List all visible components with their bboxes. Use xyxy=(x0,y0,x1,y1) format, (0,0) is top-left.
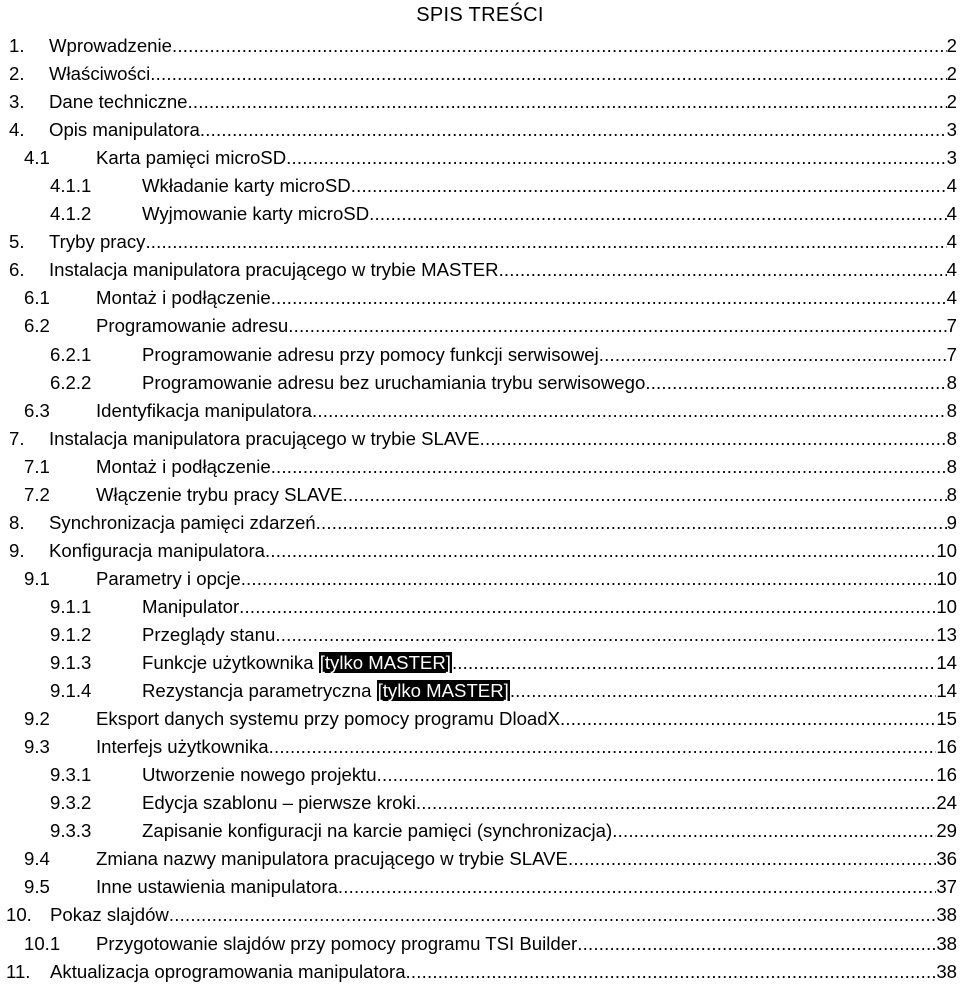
toc-entry-title xyxy=(50,958,406,986)
toc-entry-number: 9. xyxy=(9,539,25,561)
toc-entry-page-number: 29 xyxy=(936,820,957,842)
toc-entry-title xyxy=(49,256,499,284)
toc-entry-title-text: Wprowadzenie xyxy=(49,35,172,56)
toc-entry-title xyxy=(142,593,239,621)
toc-entry[interactable] xyxy=(0,593,960,621)
toc-dot-leader xyxy=(200,116,947,144)
toc-dot-leader xyxy=(416,789,936,817)
toc-entry-number: 6. xyxy=(9,259,25,281)
toc-entry-title-text: Karta pamięci microSD xyxy=(96,147,287,169)
toc-dot-leader xyxy=(188,88,947,116)
toc-entry-number: 11. xyxy=(6,960,31,982)
toc-entry-number: 9.1 xyxy=(24,567,50,589)
toc-entry-page-number: 38 xyxy=(936,904,957,926)
toc-entry[interactable] xyxy=(0,256,960,284)
toc-entry-title xyxy=(49,32,172,60)
toc-entry-number: 7. xyxy=(9,427,25,449)
toc-entry-title-text: Eksport danych systemu przy pomocy programu DloadX xyxy=(96,708,561,730)
toc-entry-page-number: 15 xyxy=(936,708,957,730)
toc-dot-leader xyxy=(241,565,937,593)
toc-entry-title xyxy=(96,284,271,312)
toc-entry-title xyxy=(49,425,480,453)
toc-entry-number: 9.2 xyxy=(24,708,50,730)
toc-entry-number: 9.3.2 xyxy=(50,792,92,814)
toc-entry-page-number: 3 xyxy=(946,119,957,141)
toc-entry-page-number: 8 xyxy=(946,399,957,421)
toc-entry-title-text: Montaż i podłączenie xyxy=(96,455,271,477)
toc-entry-title-text: Wyjmowanie karty microSD xyxy=(142,203,370,225)
toc-dot-leader xyxy=(150,60,946,88)
toc-entry-title-text: Identyfikacja manipulatora xyxy=(96,399,313,421)
toc-entry-page-number: 37 xyxy=(936,876,957,898)
toc-dot-leader xyxy=(351,172,947,200)
toc-dot-leader xyxy=(343,481,947,509)
toc-entry[interactable] xyxy=(0,116,960,144)
toc-entry-number: 10.1 xyxy=(24,932,61,954)
toc-entry[interactable] xyxy=(0,144,960,172)
toc-entry-number: 5. xyxy=(9,231,25,253)
toc-entry-page-number: 4 xyxy=(946,175,957,197)
toc-entry-title-text: Montaż i podłączenie xyxy=(96,287,271,309)
toc-dot-leader xyxy=(406,958,937,986)
toc-entry-title-text: Parametry i opcje xyxy=(96,567,241,589)
toc-entry[interactable] xyxy=(0,677,960,705)
toc-entry-title-text: Przygotowanie slajdów przy pomocy programu TSI Builder xyxy=(96,932,578,954)
toc-entry[interactable] xyxy=(0,901,960,929)
toc-dot-leader xyxy=(568,845,936,873)
toc-dot-leader xyxy=(169,901,936,929)
toc-entry-title-text: Włączenie trybu pracy SLAVE xyxy=(96,483,343,505)
toc-entry-title-text: Programowanie adresu bez uruchamiania trybu serwisowego xyxy=(142,371,646,393)
toc-entry-page-number: 7 xyxy=(946,343,957,365)
toc-entry-page-number: 36 xyxy=(936,848,957,870)
toc-entry[interactable] xyxy=(0,817,960,845)
toc-dot-leader xyxy=(377,761,937,789)
toc-entry-title-text: Inne ustawienia manipulatora xyxy=(96,876,338,898)
toc-entry[interactable] xyxy=(0,88,960,116)
toc-entry-number: 9.1.4 xyxy=(50,680,92,702)
toc-entry-title-text: Pokaz slajdów xyxy=(50,904,169,926)
toc-entry-page-number: 8 xyxy=(946,427,957,449)
toc-entry-title xyxy=(142,649,452,677)
toc-dot-leader xyxy=(338,873,936,901)
toc-entry-title xyxy=(49,228,145,256)
toc-entry[interactable] xyxy=(0,761,960,789)
toc-entry-title xyxy=(96,144,286,172)
toc-entry-title-text: Wkładanie karty microSD xyxy=(142,175,351,197)
toc-entry-title xyxy=(50,901,169,929)
toc-entry-page-number: 16 xyxy=(936,764,957,786)
toc-dot-leader xyxy=(265,537,936,565)
toc-entry-number: 9.1.3 xyxy=(50,652,92,674)
toc-entry-page-number: 16 xyxy=(936,736,957,758)
toc-entry-number: 9.1.2 xyxy=(50,623,92,645)
toc-entry-title xyxy=(96,565,241,593)
toc-entry-number: 6.3 xyxy=(24,399,50,421)
toc-dot-leader xyxy=(271,453,947,481)
toc-entry-title-text: Zapisanie konfiguracji na karcie pamięci (synchronizacja) xyxy=(142,820,613,842)
toc-entry[interactable] xyxy=(0,705,960,733)
toc-entry-highlight: [tylko MASTER] xyxy=(377,680,509,702)
toc-entry[interactable] xyxy=(0,930,960,958)
toc-entry-title xyxy=(49,537,265,565)
toc-entry-title xyxy=(142,621,275,649)
toc-entry[interactable] xyxy=(0,32,960,60)
toc-entry[interactable] xyxy=(0,453,960,481)
toc-entry-title xyxy=(142,200,369,228)
toc-entry-title-text: Programowanie adresu xyxy=(96,315,289,337)
toc-entry-title xyxy=(49,88,188,116)
toc-entry-title xyxy=(49,116,200,144)
toc-entry-title-text: Przeglądy stanu xyxy=(142,623,276,645)
toc-entry-number: 7.1 xyxy=(24,455,50,477)
toc-entry-page-number: 38 xyxy=(936,932,957,954)
toc-dot-leader xyxy=(645,369,946,397)
toc-dot-leader xyxy=(612,817,936,845)
toc-entry-title-text: Tryby pracy xyxy=(49,231,146,253)
toc-dot-leader xyxy=(480,425,947,453)
toc-entry-number: 9.1.1 xyxy=(50,595,92,617)
toc-entry-number: 4.1 xyxy=(24,147,50,169)
toc-entry-title xyxy=(142,817,612,845)
toc-entry-title xyxy=(142,369,645,397)
toc-entry-title xyxy=(49,509,316,537)
toc-dot-leader xyxy=(145,228,946,256)
toc-entry-page-number: 9 xyxy=(946,511,957,533)
toc-entry[interactable] xyxy=(0,228,960,256)
toc-entry-page-number: 10 xyxy=(936,567,957,589)
toc-entry-page-number: 8 xyxy=(946,483,957,505)
toc-entry-title xyxy=(96,930,577,958)
toc-entry[interactable] xyxy=(0,621,960,649)
toc-entry-page-number: 14 xyxy=(936,652,957,674)
toc-entry-title-text: Opis manipulatora xyxy=(49,119,200,141)
toc-entry[interactable] xyxy=(0,60,960,88)
toc-entry-number: 6.2.2 xyxy=(50,371,92,393)
toc-entry-number: 9.5 xyxy=(24,876,50,898)
toc-entry[interactable] xyxy=(0,397,960,425)
toc-entry[interactable] xyxy=(0,845,960,873)
toc-entry-title-text: Utworzenie nowego projektu xyxy=(142,764,377,786)
toc-entry-number: 8. xyxy=(9,511,25,533)
toc-entry-title xyxy=(142,789,416,817)
toc-dot-leader xyxy=(577,930,936,958)
toc-entry-page-number: 4 xyxy=(946,287,957,309)
toc-entry-page-number: 10 xyxy=(936,539,957,561)
toc-entry-title-text: Dane techniczne xyxy=(49,91,188,113)
toc-dot-leader xyxy=(271,284,947,312)
toc-entry[interactable] xyxy=(0,172,960,200)
toc-entry-number: 6.2 xyxy=(24,315,50,337)
toc-dot-leader xyxy=(239,593,936,621)
toc-entry-title xyxy=(96,312,288,340)
toc-entry-title-text: Aktualizacja oprogramowania manipulatora xyxy=(50,960,406,982)
toc-entry-number: 4. xyxy=(9,119,25,141)
toc-entry-title xyxy=(96,453,271,481)
toc-entry-title xyxy=(142,341,599,369)
toc-entry[interactable] xyxy=(0,369,960,397)
toc-entry[interactable] xyxy=(0,341,960,369)
toc-entry-title-text: Zmiana nazwy manipulatora pracującego w trybie SLAVE xyxy=(96,848,568,870)
table-of-contents xyxy=(0,32,960,986)
toc-dot-leader xyxy=(369,200,947,228)
toc-dot-leader xyxy=(452,649,936,677)
toc-dot-leader xyxy=(316,509,947,537)
toc-dot-leader xyxy=(275,621,936,649)
toc-entry-page-number: 4 xyxy=(946,203,957,225)
toc-entry-page-number: 38 xyxy=(936,960,957,982)
toc-entry-title-text: Synchronizacja pamięci zdarzeń xyxy=(49,511,316,533)
toc-entry-title-text: Edycja szablonu – pierwsze kroki xyxy=(142,792,416,814)
toc-entry-page-number: 24 xyxy=(936,792,957,814)
toc-dot-leader xyxy=(312,397,947,425)
toc-entry-number: 10. xyxy=(6,904,32,926)
toc-entry-number: 9.4 xyxy=(24,848,50,870)
toc-entry-number: 4.1.1 xyxy=(50,175,92,197)
toc-dot-leader xyxy=(499,256,947,284)
toc-entry-title-text: Instalacja manipulatora pracującego w trybie MASTER xyxy=(49,259,499,281)
toc-entry-title xyxy=(96,397,312,425)
toc-entry[interactable] xyxy=(0,481,960,509)
toc-entry-title-text: Instalacja manipulatora pracującego w trybie SLAVE xyxy=(49,427,480,449)
toc-entry-page-number: 10 xyxy=(936,595,957,617)
toc-entry-title xyxy=(96,733,269,761)
toc-entry-title-text: Funkcje użytkownika xyxy=(142,652,319,674)
toc-entry-number: 4.1.2 xyxy=(50,203,92,225)
toc-entry-page-number: 2 xyxy=(946,35,957,56)
toc-entry-title xyxy=(96,873,338,901)
toc-entry-page-number: 2 xyxy=(946,91,957,113)
toc-entry-title xyxy=(96,845,568,873)
toc-entry[interactable] xyxy=(0,284,960,312)
toc-entry[interactable] xyxy=(0,789,960,817)
toc-entry[interactable] xyxy=(0,873,960,901)
toc-entry-page-number: 3 xyxy=(946,147,957,169)
toc-dot-leader xyxy=(599,341,947,369)
toc-entry-page-number: 4 xyxy=(946,231,957,253)
toc-entry-number: 2. xyxy=(9,63,25,85)
toc-entry[interactable] xyxy=(0,312,960,340)
toc-dot-leader xyxy=(560,705,936,733)
toc-entry[interactable] xyxy=(0,565,960,593)
toc-entry-title xyxy=(49,60,150,88)
toc-entry-number: 1. xyxy=(9,35,25,56)
toc-dot-leader xyxy=(288,312,946,340)
toc-entry-title-text: Programowanie adresu przy pomocy funkcji serwisowej xyxy=(142,343,599,365)
toc-entry-page-number: 7 xyxy=(946,315,957,337)
toc-entry-number: 3. xyxy=(9,91,25,113)
toc-entry[interactable] xyxy=(0,200,960,228)
toc-entry-number: 9.3 xyxy=(24,736,50,758)
toc-dot-leader xyxy=(510,677,937,705)
toc-entry-page-number: 4 xyxy=(946,259,957,281)
toc-entry-highlight: [tylko MASTER] xyxy=(319,652,451,674)
toc-dot-leader xyxy=(286,144,947,172)
toc-entry-title xyxy=(142,677,510,705)
toc-entry-title xyxy=(96,481,343,509)
toc-entry-page-number: 8 xyxy=(946,371,957,393)
toc-entry[interactable] xyxy=(0,733,960,761)
toc-entry-title-text: Manipulator xyxy=(142,595,240,617)
toc-entry-page-number: 2 xyxy=(946,63,957,85)
page-title: SPIS TREŚCI xyxy=(416,4,544,26)
toc-entry-title-text: Właściwości xyxy=(49,63,151,85)
toc-entry-page-number: 13 xyxy=(936,623,957,645)
toc-entry-title-text: Konfiguracja manipulatora xyxy=(49,539,266,561)
toc-entry-number: 6.2.1 xyxy=(50,343,92,365)
toc-entry[interactable] xyxy=(0,509,960,537)
toc-entry-title-text: Interfejs użytkownika xyxy=(96,736,269,758)
toc-entry-page-number: 8 xyxy=(946,455,957,477)
toc-entry-title xyxy=(96,705,560,733)
toc-entry-title xyxy=(142,172,351,200)
toc-entry[interactable] xyxy=(0,537,960,565)
toc-entry-number: 7.2 xyxy=(24,483,50,505)
toc-entry-number: 9.3.1 xyxy=(50,764,92,786)
toc-entry-number: 9.3.3 xyxy=(50,820,92,842)
toc-entry[interactable] xyxy=(0,649,960,677)
toc-entry[interactable] xyxy=(0,425,960,453)
toc-entry-page-number: 14 xyxy=(936,680,957,702)
toc-entry-title-text: Rezystancja parametryczna xyxy=(142,680,377,702)
toc-dot-leader xyxy=(269,733,937,761)
toc-entry-title xyxy=(142,761,377,789)
toc-entry-number: 6.1 xyxy=(24,287,50,309)
toc-dot-leader xyxy=(172,32,947,60)
toc-entry[interactable] xyxy=(0,958,960,986)
